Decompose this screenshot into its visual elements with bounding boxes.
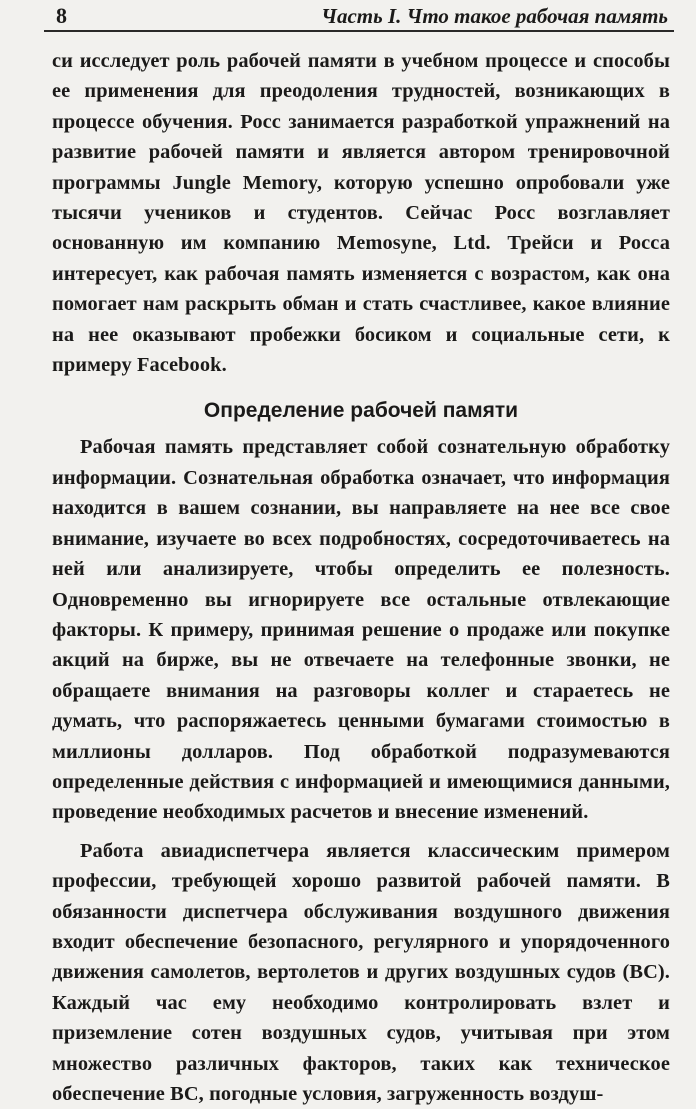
definition-paragraph: Рабочая память представляет собой сознательную обработку информации. Сознательная обработка означает, что информация находится в вашем сознании, вы направляете на нее все свое внимание, изучаете во всех подробностях, сосредоточиваетесь на ней или анализируете, чтобы определить ее полезность. Одновременно вы игнорируете все остальные отвлекающие факторы. К примеру, принимая решение о продаже или покупке акций на бирже, вы не отвечаете на телефонные звонки, не обращаете внимания на разговоры коллег и стараетесь не думать, что распоряжаетесь ценными бумагами стоимостью в миллионы долларов. Под обработкой подразумеваются определенные действия с информацией и имеющимися данными, проведение необходимых расчетов и внесение изменений. bbox=[52, 436, 670, 824]
page-number: 8 bbox=[56, 3, 67, 28]
intro-paragraph: си исследует роль рабочей памяти в учебном процессе и способы ее применения для преодоления трудностей, возникающих в процессе обучения. Росс занимается разработкой упражнений на развитие рабочей памяти и является автором тренировочной программы Jungle Memory, которую успешно опробовали уже тысячи учеников и студентов. Сейчас Росс возглавляет основанную им компанию Memosyne, Ltd. Трейси и Росса интересует, как рабочая память изменяется с возрастом, как она помогает нам раскрыть обман и стать счастливее, какое влияние на нее оказывают пробежки босиком и социальные сети, к примеру Facebook. bbox=[52, 50, 670, 377]
running-head bbox=[44, 0, 674, 32]
page-content bbox=[52, 46, 670, 1109]
part-title: Часть I. Что такое рабочая память bbox=[321, 4, 668, 28]
section-heading: Определение рабочей памяти bbox=[203, 399, 519, 423]
controller-paragraph: Работа авиадиспетчера является классическим примером профессии, требующей хорошо развитой рабочей памяти. В обязанности диспетчера обслуживания воздушного движения входит обеспечение безопасного, регулярного и упорядоченного движения самолетов, вертолетов и других воздушных судов (ВС). Каждый час ему необходимо контролировать взлет и приземление сотен воздушных судов, учитывая при этом множество различных факторов, таких как техническое обеспечение ВС, погодные условия, загруженность воздуш- bbox=[52, 839, 670, 1105]
